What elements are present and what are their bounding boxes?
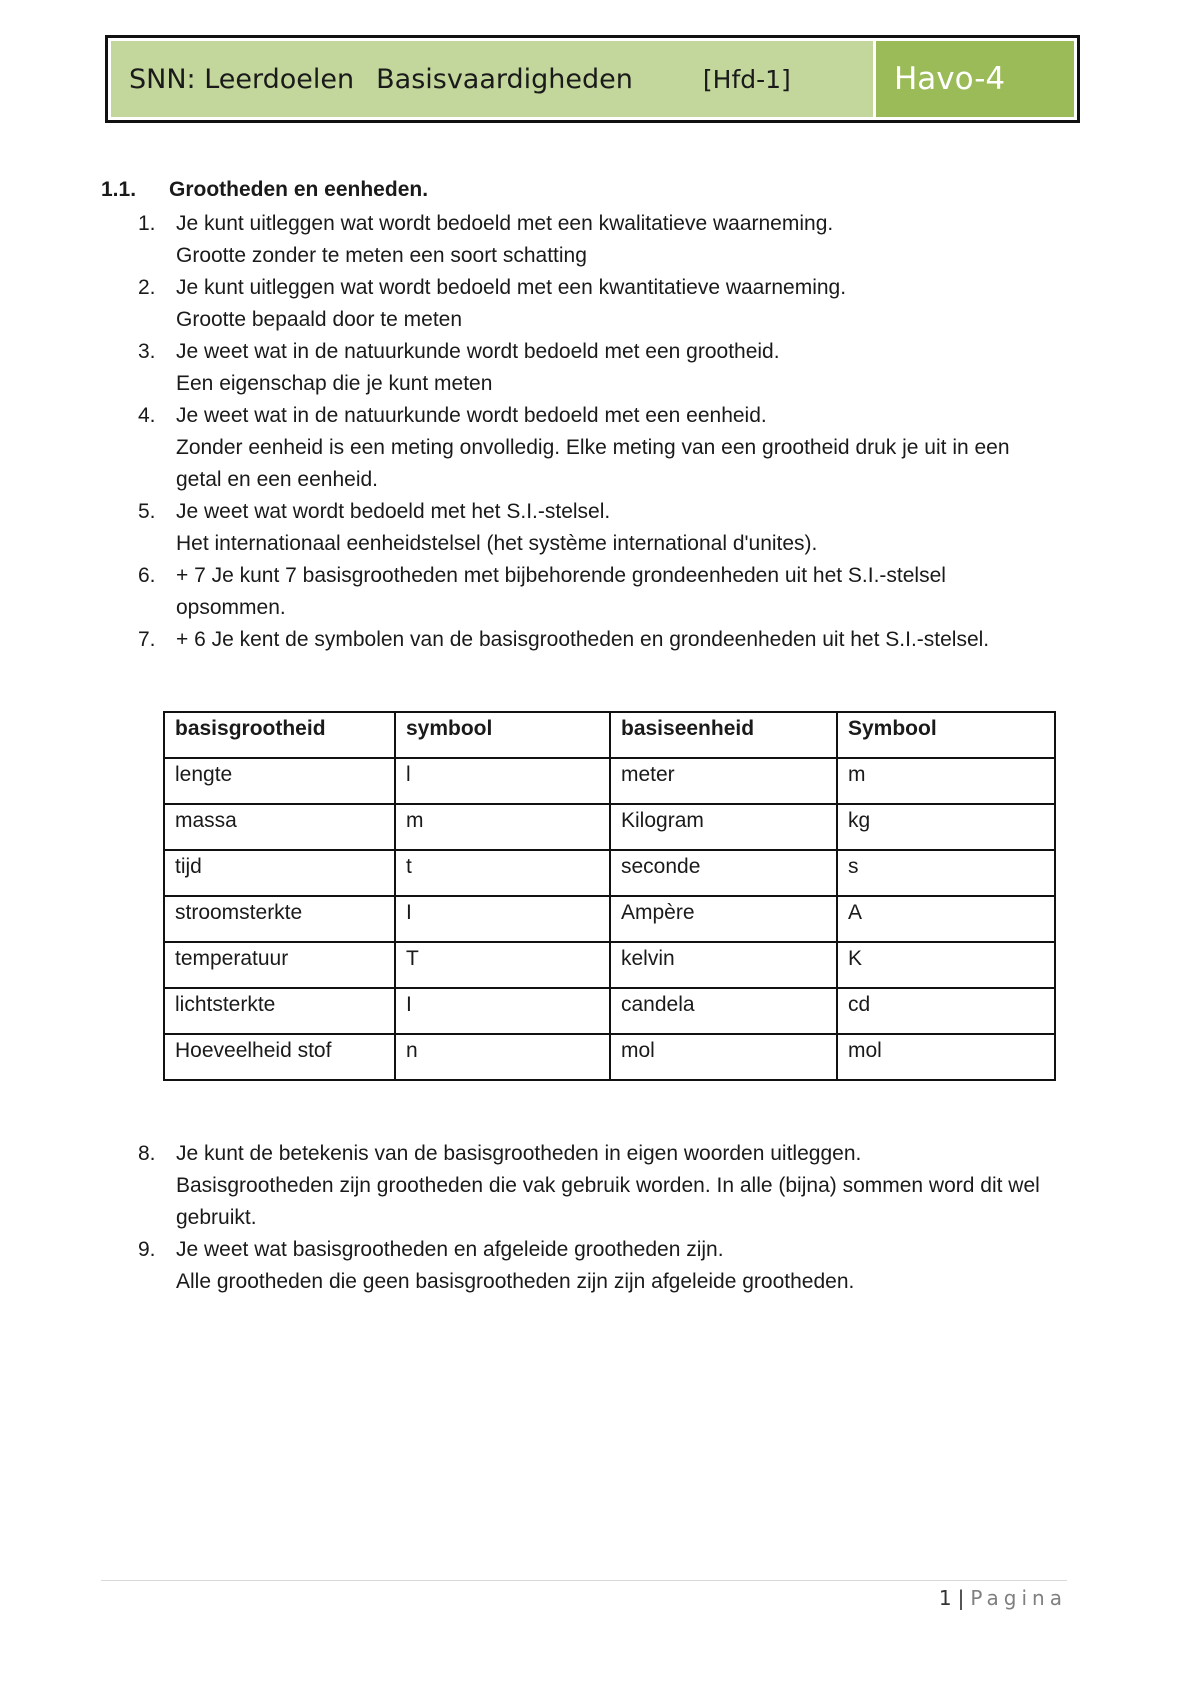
page-header	[105, 35, 1080, 123]
header-title: SNN: Leerdoelen	[129, 63, 355, 95]
header-level-box	[876, 41, 1074, 117]
footer-divider	[101, 1580, 1067, 1581]
header-title-box	[111, 41, 873, 117]
table-row	[164, 850, 1055, 896]
item-line: Je kunt de betekenis van de basisgrootheden in eigen woorden uitleggen.	[176, 1142, 862, 1165]
item-number: 8.	[138, 1142, 156, 1165]
header-level: Havo-4	[894, 61, 1006, 97]
item-number: 2.	[138, 276, 156, 299]
table-cell: kelvin	[610, 942, 837, 988]
table-row	[164, 896, 1055, 942]
table-cell: lichtsterkte	[164, 988, 395, 1034]
table-cell: l	[395, 758, 610, 804]
item-line: Grootte zonder te meten een soort schatting	[176, 244, 587, 267]
table-cell: temperatuur	[164, 942, 395, 988]
table-cell: meter	[610, 758, 837, 804]
objectives-list-continued	[130, 1138, 1060, 1298]
objectives-list	[130, 208, 1060, 656]
table-cell: mol	[837, 1034, 1055, 1080]
table-header-cell: basiseenheid	[610, 712, 837, 758]
section-title: Grootheden en eenheden.	[169, 178, 429, 201]
header-chapter: [Hfd-1]	[702, 64, 791, 94]
table-cell: A	[837, 896, 1055, 942]
table-header-cell: Symbool	[837, 712, 1055, 758]
item-line: Je weet wat wordt bedoeld met het S.I.-stelsel.	[176, 500, 611, 523]
item-number: 9.	[138, 1238, 156, 1261]
table-cell: Kilogram	[610, 804, 837, 850]
list-item	[130, 208, 1060, 272]
page-footer	[939, 1586, 1067, 1610]
table-row	[164, 758, 1055, 804]
table-row	[164, 804, 1055, 850]
item-line: Je kunt uitleggen wat wordt bedoeld met een kwantitatieve waarneming.	[176, 276, 847, 299]
table-header-cell: symbool	[395, 712, 610, 758]
item-number: 1.	[138, 212, 156, 235]
footer-separator: |	[957, 1586, 965, 1610]
table-cell: m	[395, 804, 610, 850]
item-number: 7.	[138, 628, 156, 651]
list-item	[130, 624, 1060, 656]
table-header-cell: basisgrootheid	[164, 712, 395, 758]
item-line: Je weet wat in de natuurkunde wordt bedoeld met een eenheid.	[176, 404, 767, 427]
item-line: Zonder eenheid is een meting onvolledig. Elke meting van een grootheid druk je uit in een getal en een eenheid.	[176, 436, 1010, 491]
section-heading	[101, 178, 428, 202]
item-number: 4.	[138, 404, 156, 427]
table-cell: Ampère	[610, 896, 837, 942]
list-item	[130, 496, 1060, 560]
table-cell: s	[837, 850, 1055, 896]
list-item	[130, 1138, 1060, 1234]
page-label: Pagina	[970, 1586, 1067, 1610]
list-item	[130, 1234, 1060, 1298]
table-cell: lengte	[164, 758, 395, 804]
table-cell: cd	[837, 988, 1055, 1034]
list-item	[130, 560, 1060, 624]
item-line: + 6 Je kent de symbolen van de basisgrootheden en grondeenheden uit het S.I.-stelsel.	[176, 628, 990, 651]
table-cell: n	[395, 1034, 610, 1080]
table-cell: seconde	[610, 850, 837, 896]
list-item	[130, 400, 1060, 496]
item-line: Je kunt uitleggen wat wordt bedoeld met een kwalitatieve waarneming.	[176, 212, 834, 235]
table-cell: T	[395, 942, 610, 988]
table-cell: stroomsterkte	[164, 896, 395, 942]
item-number: 3.	[138, 340, 156, 363]
item-line: Het internationaal eenheidstelsel (het système international d'unites).	[176, 532, 818, 555]
table-cell: massa	[164, 804, 395, 850]
si-units-table	[163, 711, 1056, 1081]
table-row	[164, 942, 1055, 988]
section-number: 1.1.	[101, 178, 137, 201]
item-line: Je weet wat in de natuurkunde wordt bedoeld met een grootheid.	[176, 340, 780, 363]
table-cell: tijd	[164, 850, 395, 896]
table-cell: t	[395, 850, 610, 896]
item-line: Een eigenschap die je kunt meten	[176, 372, 493, 395]
item-line: Basisgrootheden zijn grootheden die vak gebruik worden. In alle (bijna) sommen word dit wel gebruikt.	[176, 1174, 1040, 1229]
item-number: 6.	[138, 564, 156, 587]
list-item	[130, 336, 1060, 400]
table-header-row	[164, 712, 1055, 758]
table-row	[164, 988, 1055, 1034]
table-cell: Hoeveelheid stof	[164, 1034, 395, 1080]
page-number: 1	[938, 1586, 952, 1610]
list-item	[130, 272, 1060, 336]
table-cell: mol	[610, 1034, 837, 1080]
table-cell: I	[395, 896, 610, 942]
item-line: Je weet wat basisgrootheden en afgeleide grootheden zijn.	[176, 1238, 724, 1261]
table-cell: candela	[610, 988, 837, 1034]
header-subtitle: Basisvaardigheden	[376, 63, 633, 95]
table-row	[164, 1034, 1055, 1080]
table-cell: I	[395, 988, 610, 1034]
table-cell: K	[837, 942, 1055, 988]
item-number: 5.	[138, 500, 156, 523]
item-line: Alle grootheden die geen basisgrootheden zijn zijn afgeleide grootheden.	[176, 1270, 855, 1293]
table-cell: kg	[837, 804, 1055, 850]
table-cell: m	[837, 758, 1055, 804]
item-line: + 7 Je kunt 7 basisgrootheden met bijbehorende grondeenheden uit het S.I.-stelsel opsommen.	[176, 564, 946, 619]
item-line: Grootte bepaald door te meten	[176, 308, 463, 331]
